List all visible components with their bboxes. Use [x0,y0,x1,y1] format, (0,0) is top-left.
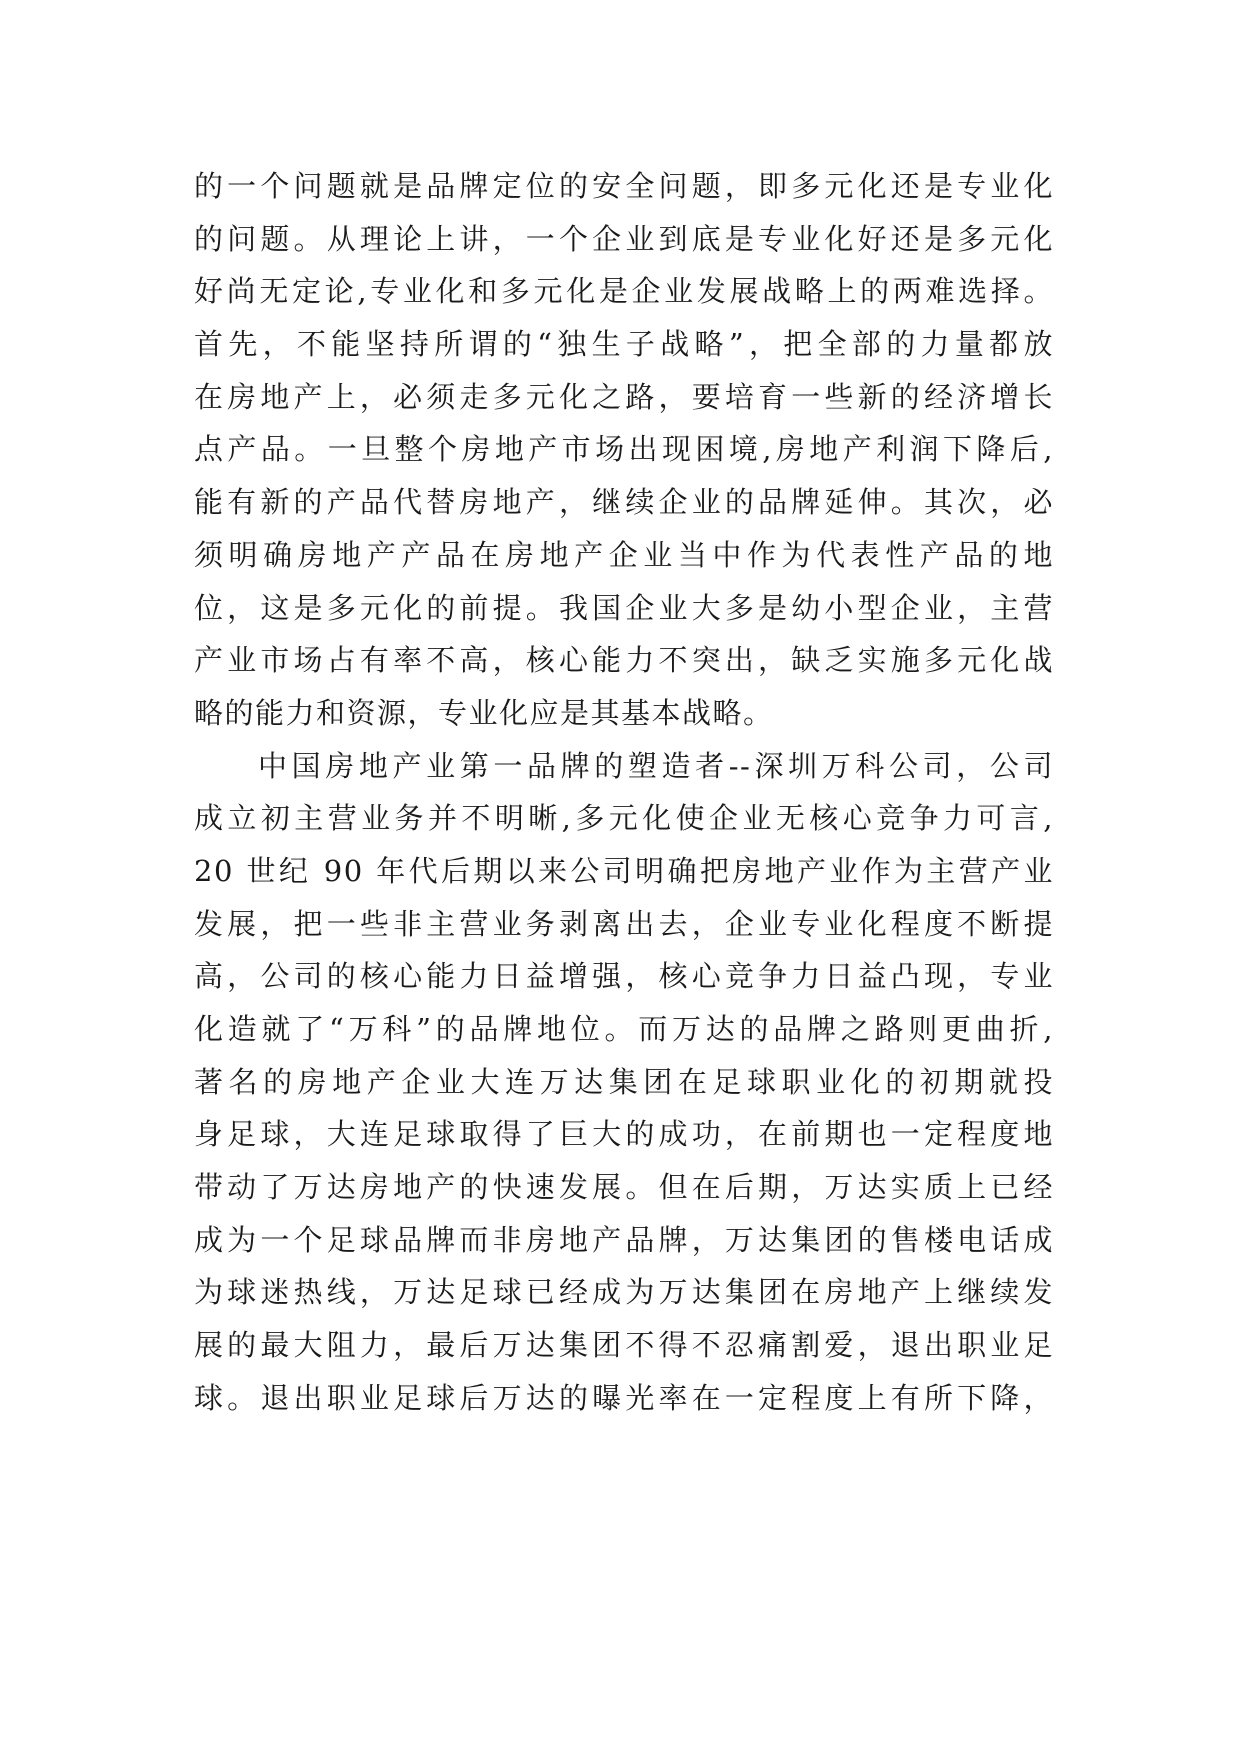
text-line: 为球迷热线，万达足球已经成为万达集团在房地产上继续发 [194,1275,1054,1310]
text-line: 展的最大阻力，最后万达集团不得不忍痛割爱，退出职业足 [194,1328,1054,1363]
paragraph-first-line: 中国房地产业第一品牌的塑造者--深圳万科公司，公司 [258,748,1054,783]
text-line: 发展，把一些非主营业务剥离出去，企业专业化程度不断提 [194,906,1054,941]
text-line: 高，公司的核心能力日益增强，核心竞争力日益凸现，专业 [194,959,1054,994]
text-line: 产业市场占有率不高，核心能力不突出，缺乏实施多元化战 [194,643,1054,678]
text-line: 位，这是多元化的前提。我国企业大多是幼小型企业，主营 [194,590,1054,625]
text-line: 略的能力和资源，专业化应是其基本战略。 [194,695,774,730]
text-line: 成为一个足球品牌而非房地产品牌，万达集团的售楼电话成 [194,1222,1054,1257]
text-line: 能有新的产品代替房地产，继续企业的品牌延伸。其次，必 [194,485,1054,520]
body-text [194,160,1054,1425]
text-line: 的问题。从理论上讲，一个企业到底是专业化好还是多元化 [194,221,1054,256]
text-line: 化造就了“万科”的品牌地位。而万达的品牌之路则更曲折, [194,1012,1054,1046]
text-line: 须明确房地产产品在房地产企业当中作为代表性产品的地 [194,537,1054,572]
text-line: 点产品。一旦整个房地产市场出现困境,房地产利润下降后, [194,432,1054,467]
text-line: 好尚无定论,专业化和多元化是企业发展战略上的两难选择。 [194,274,1054,309]
text-line: 的一个问题就是品牌定位的安全问题，即多元化还是专业化 [194,169,1054,203]
text-line: 在房地产上，必须走多元化之路，要培育一些新的经济增长 [194,379,1054,414]
text-line: 首先，不能坚持所谓的“独生子战略”，把全部的力量都放 [194,327,1054,362]
text-line: 20 世纪 90 年代后期以来公司明确把房地产业作为主营产业 [194,853,1054,888]
text-line: 球。退出职业足球后万达的曝光率在一定程度上有所下降， [194,1380,1054,1415]
text-line: 身足球，大连足球取得了巨大的成功，在前期也一定程度地 [194,1117,1054,1152]
text-line: 成立初主营业务并不明晰,多元化使企业无核心竞争力可言, [194,801,1054,836]
text-line: 带动了万达房地产的快速发展。但在后期，万达实质上已经 [194,1170,1054,1205]
text-line: 著名的房地产企业大连万达集团在足球职业化的初期就投 [194,1064,1054,1099]
